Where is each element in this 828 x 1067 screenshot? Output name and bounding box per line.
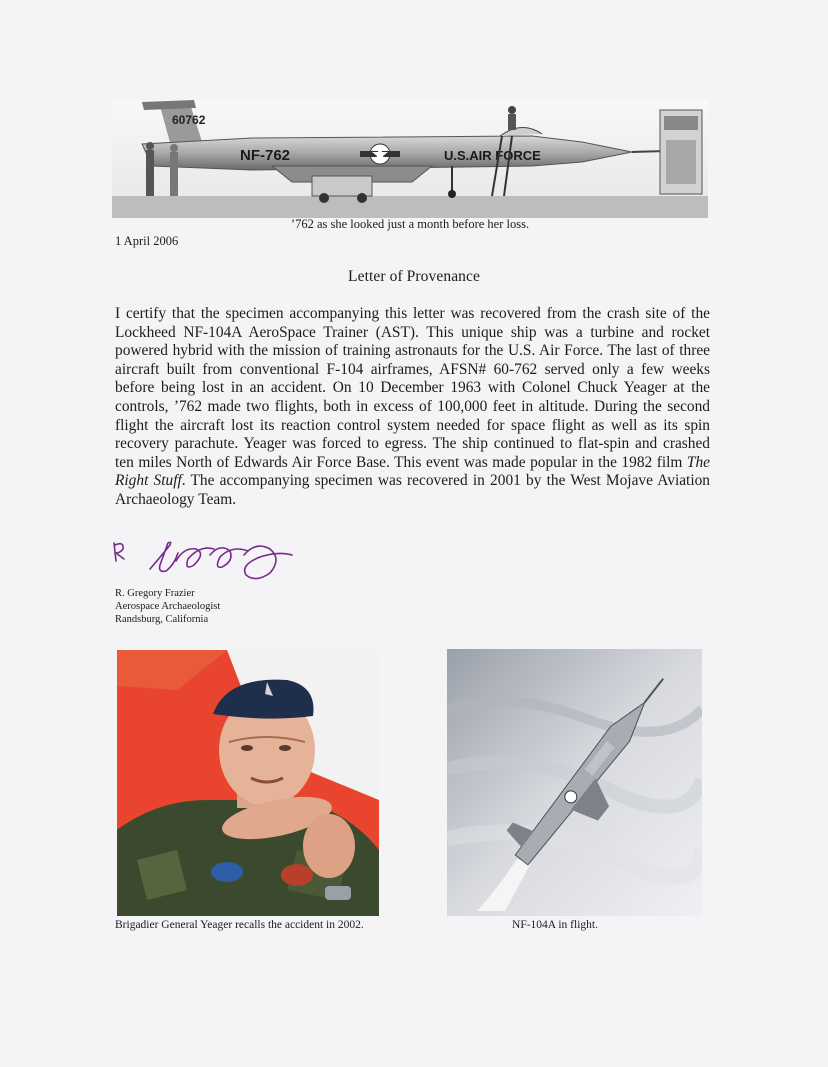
yeager-photo [117,650,379,916]
film-title: The Right Stuff [115,453,710,490]
fuselage-label: NF-762 [240,147,291,164]
letter-date: 1 April 2006 [115,234,179,248]
side-label: U.S.AIR FORCE [444,148,541,163]
body-text-part-1: I certify that the specimen accompanying this letter was recovered from the crash site of the Lockheed NF-104A AeroSpace Trainer (AST). This unique ship was a turbine and rocket powered hybrid with the mission of training astronauts for the U.S. Air Force. The last of three aircraft built from conventional F-104 airframes, AFSN# 60-762 served only a few weeks before being lost in an accident. On 10 December 1963 with Colonel Chuck Yeager at the controls, ’762 made two flights, both in excess of 100,000 feet in altitude. During the second flight the aircraft lost its reaction control system needed for space flight as well as its spin recovery parachute. Yeager was forced to egress. The ship continued to flat-spin and crashed ten miles North of Edwards Air Force Base. This event was made popular in the 1982 film [115,305,710,471]
signer-title: Aerospace Archaeologist [115,601,221,612]
flight-photo-caption: NF-104A in flight. [512,919,598,931]
handwritten-signature [110,535,295,587]
aircraft-ground-photo [112,100,708,218]
flight-photo [447,649,702,916]
top-photo-caption: ’762 as she looked just a month before her loss. [290,217,530,231]
letter-body [115,305,710,510]
body-text-part-2: . The accompanying specimen was recovered in 2001 by the West Mojave Aviation Archaeology Team. [115,472,710,508]
signer-name: R. Gregory Frazier [115,588,195,599]
yeager-photo-caption: Brigadier General Yeager recalls the accident in 2002. [115,919,364,931]
tail-number: 60762 [172,113,206,127]
letter-title: Letter of Provenance [348,268,480,285]
signer-location: Randsburg, California [115,614,209,625]
